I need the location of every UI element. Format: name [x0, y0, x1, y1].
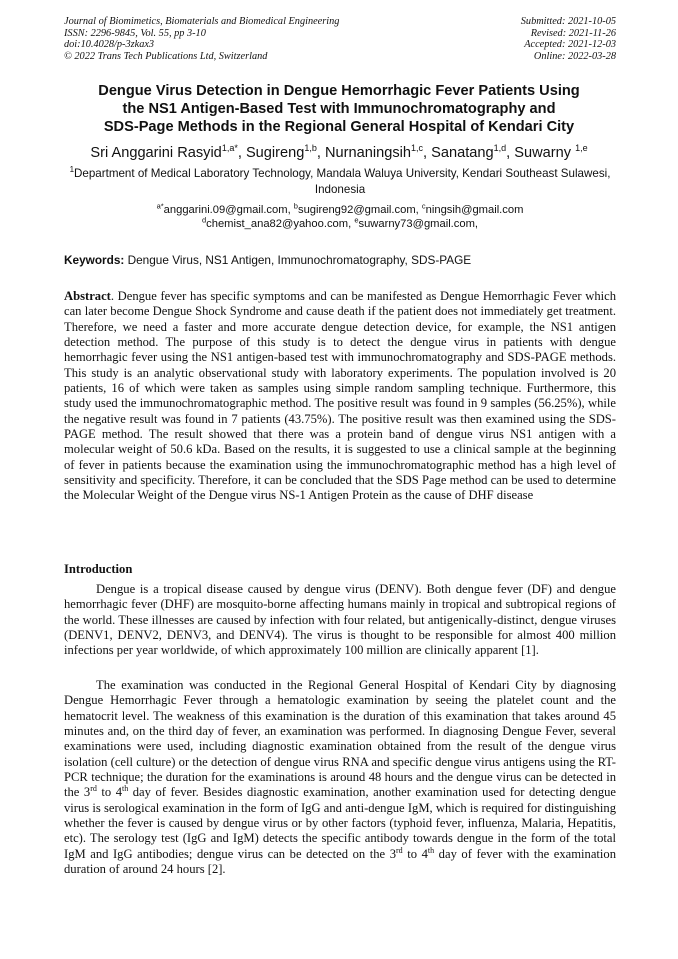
- author-name: Sanatang: [431, 145, 494, 161]
- affiliation-sup: 1: [69, 165, 75, 175]
- abstract-label: Abstract: [64, 289, 111, 303]
- author-list: [30, 144, 648, 162]
- section-heading-introduction: Introduction: [64, 562, 133, 576]
- title-line: SDS-Page Methods in the Regional General Hospital of Kendari City: [103, 119, 575, 135]
- accepted-date: Accepted: 2021-12-03: [524, 39, 616, 51]
- doi: doi:10.4028/p-3zkax3: [64, 39, 155, 51]
- author-affil-sup: 1,a*: [221, 143, 238, 154]
- author: [431, 145, 514, 161]
- email-sup: b: [293, 201, 298, 211]
- author-name: Sugireng: [245, 145, 305, 161]
- ordinal-sup: rd: [90, 784, 97, 794]
- author-affil-sup: 1,d: [493, 143, 507, 154]
- author: [90, 145, 246, 161]
- intro-paragraph: Dengue is a tropical disease caused by dengue virus (DENV). Both dengue fever (DF) and dengue hemorrhagic fever (DHF) are mosquito-borne affecting humans mainly in tropical and subtropical regions of the world. These illnesses are caused by infection with four related, but antigenically-distinct, dengue viruses (DENV1, DENV2, DENV3, and DENV4). The virus is thought to be responsible for almost 400 million infections per year worldwide, of which approximately 100 million are clinically apparent [1].: [64, 582, 616, 658]
- email-sup: a*: [156, 201, 164, 211]
- copyright: © 2022 Trans Tech Publications Ltd, Switzerland: [64, 50, 268, 62]
- author-name: Sri Anggarini Rasyid: [90, 145, 222, 161]
- author-emails: [64, 203, 616, 231]
- email-address[interactable]: anggarini.09@gmail.com,: [163, 204, 294, 216]
- affiliation: [64, 166, 616, 198]
- author-sep: ,: [237, 145, 246, 161]
- abstract: [64, 289, 616, 504]
- revised-date: Revised: 2021-11-26: [530, 27, 616, 39]
- author: [514, 145, 587, 161]
- paragraph-text: day of fever with the examination duration of around 24 hours [2].: [64, 846, 617, 877]
- title-line: the NS1 Antigen-Based Test with Immunochromatography and: [122, 101, 556, 117]
- author-affil-sup: 1,e: [575, 143, 588, 154]
- intro-paragraph: [64, 678, 616, 877]
- email-sup: c: [421, 201, 426, 211]
- email-sup: e: [354, 215, 359, 225]
- submitted-date: Submitted: 2021-10-05: [520, 16, 616, 27]
- author-name: Nurnaningsih: [324, 145, 411, 161]
- header-left: [64, 16, 339, 62]
- title-line: Dengue Virus Detection in Dengue Hemorrhagic Fever Patients Using: [98, 83, 580, 99]
- author-name: Suwarny: [514, 145, 576, 161]
- author: [246, 145, 325, 161]
- keywords: [64, 253, 616, 268]
- paragraph-text: to 4: [402, 846, 428, 861]
- email-line: [64, 217, 616, 231]
- email-sup: d: [201, 215, 207, 225]
- ordinal-sup: th: [427, 845, 435, 855]
- email-line: [64, 203, 616, 217]
- email-address[interactable]: ningsih@gmail.com: [425, 204, 524, 216]
- paper-title: [50, 82, 628, 136]
- ordinal-sup: th: [122, 784, 129, 794]
- author: [325, 145, 431, 161]
- keywords-text: Dengue Virus, NS1 Antigen, Immunochromatography, SDS-PAGE: [124, 253, 472, 267]
- author-sep: ,: [506, 145, 515, 161]
- issn: ISSN: 2296-9845, Vol. 55, pp 3-10: [64, 27, 206, 39]
- email-address[interactable]: sugireng92@gmail.com,: [297, 204, 422, 216]
- keywords-label: Keywords:: [64, 253, 125, 267]
- paragraph-text: The examination was conducted in the Regional General Hospital of Kendari City by diagnosing Dengue Hemorrhagic Fever through a hematologic examination by seeing the platelet count and the hematocrit level. The weakness of this examination is the duration of this examination that takes around 45 minutes and, on the third day of fever, an examination was performed. In diagnosing Dengue Fever, several examinations were used, including diagnostic examination obtained from the result of the dengue virus isolation (cell culture) or the detection of dengue virus RNA and specific dengue virus antigens using the RT-PCR technique; the duration for the examinations is around 48 hours and the dengue virus can be detected in the 3: [64, 678, 616, 800]
- author-sep: ,: [423, 145, 432, 161]
- abstract-text: . Dengue fever has specific symptoms and can be manifested as Dengue Hemorrhagic Fever which can later become Dengue Shock Syndrome and cause death if the patient does not immediately get treatment. Therefore, we need a faster and more accurate dengue detection device, for example, the NS1 antigen detection method. The purpose of this study is to detect the dengue virus in patients with dengue hemorrhagic fever using the NS1 antigen-based test with immunochromatography and SDS-PAGE methods. This study is an analytic observational study with laboratory experiments. The population involved is 20 patients, 16 of which were taken as samples using simple random sampling technique. Furthermore, this study used the immunochromatographic method. The positive result was found in 9 samples (56.25%), while the negative result was found in 7 patients (43.75%). The positive result was then examined using the SDS-PAGE method. The result showed that there was a protein band of dengue virus NS1 antigen with a molecular weight of 50.6 kDa. Based on the results, it is suggested to use a clinical sample at the beginning of fever in patients because the examination using the immunochromatographic method has a high level of sensitivity and specificity. Therefore, it can be concluded that the SDS Page method can be used to determine the Molecular Weight of the Dengue virus NS-1 Antigen Protein as the cause of DHF disease: [64, 289, 616, 503]
- journal-name: Journal of Biomimetics, Biomaterials and Biomedical Engineering: [64, 16, 340, 27]
- ordinal-sup: rd: [396, 845, 403, 855]
- author-affil-sup: 1,b: [304, 143, 317, 154]
- paragraph-text: to 4: [96, 785, 122, 800]
- email-address[interactable]: chemist_ana82@yahoo.com,: [206, 218, 355, 230]
- online-date: Online: 2022-03-28: [533, 50, 616, 62]
- affiliation-text: Department of Medical Laboratory Technology, Mandala Waluya University, Kendari Southeast Sulawesi, Indonesia: [74, 167, 611, 196]
- paragraph-text: day of fever. Besides diagnostic examination, another examination used for detecting dengue virus is serological examination in the form of IgG and anti-dengue IgM, which is required for distinguishing whether the fever is caused by dengue virus or by other factors (typhoid fever, influenza, Malaria, Hepatitis, etc). The serology test (IgG and IgM) detects the specific antibody towards dengue in the form of the total IgM and IgG antibodies; dengue virus can be detected on the 3: [64, 785, 617, 861]
- email-address[interactable]: suwarny73@gmail.com,: [358, 218, 479, 230]
- header-right: [521, 16, 616, 62]
- author-affil-sup: 1,c: [410, 143, 423, 154]
- author-sep: ,: [316, 145, 325, 161]
